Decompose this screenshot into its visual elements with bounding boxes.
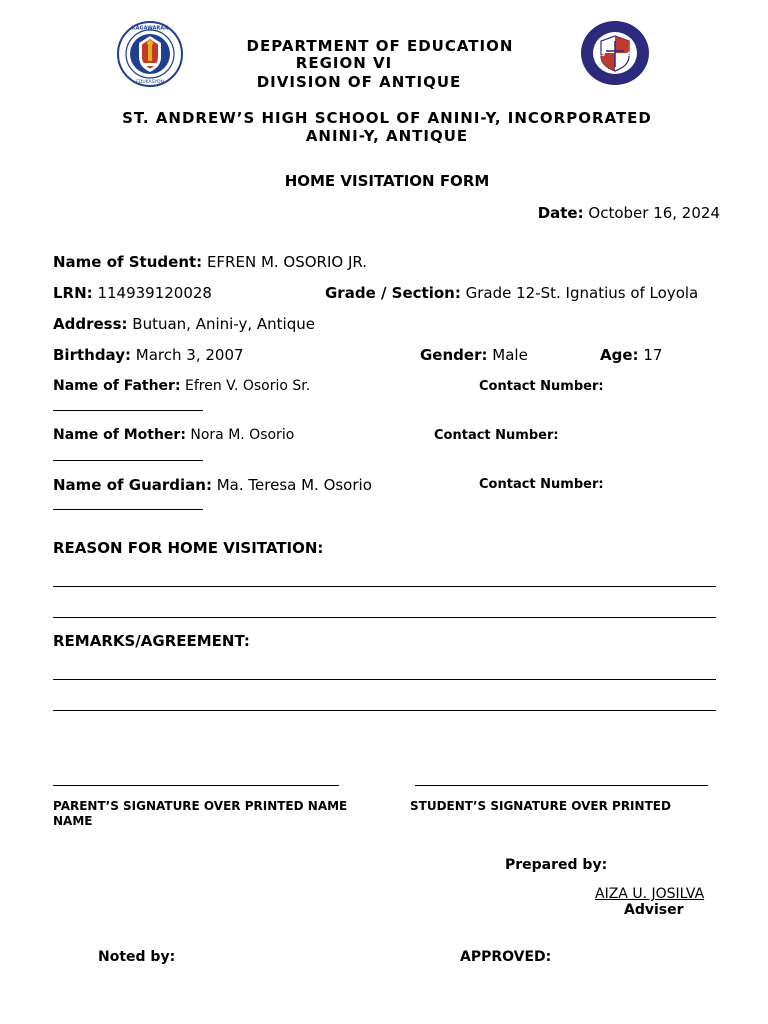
parent-signature-line [53,785,339,786]
date-value: October 16, 2024 [588,204,720,222]
gender-row [420,346,528,364]
school-location: ANINI-Y, ANTIQUE [305,127,469,145]
remarks-line-1 [53,679,716,680]
guardian-contact-line [53,509,203,510]
father-contact-label: Contact Number: [479,379,604,394]
mother-value: Nora M. Osorio [190,427,295,443]
lrn-value: 114939120028 [97,284,212,302]
address-value: Butuan, Anini-y, Antique [132,315,315,333]
remarks-line-2 [53,710,716,711]
approved-label: APPROVED: [460,949,552,965]
header-division: DIVISION OF ANTIQUE [256,73,462,91]
age-value: 17 [643,346,663,364]
student-signature-caption: STUDENT’S SIGNATURE OVER PRINTED [410,799,671,813]
guardian-contact-label: Contact Number: [479,477,604,492]
header-region: REGION VI [295,54,393,72]
date-label: Date: [537,204,584,222]
header-department: DEPARTMENT OF EDUCATION [246,37,514,55]
noted-by-label: Noted by: [98,949,176,965]
parent-signature-caption: PARENT’S SIGNATURE OVER PRINTED NAME [53,799,348,813]
student-name-value: EFREN M. OSORIO JR. [206,253,368,271]
gender-value: Male [492,346,528,364]
address-label: Address: [53,315,128,333]
prepared-by-label: Prepared by: [505,857,608,873]
svg-text:64: 64 [627,51,636,58]
remarks-heading: REMARKS/AGREEMENT: [53,632,250,650]
birthday-value: March 3, 2007 [135,346,244,364]
age-row [600,346,662,364]
lrn-row [53,284,212,302]
school-name: ST. ANDREW’S HIGH SCHOOL OF ANINI-Y, INCORPORATED [122,109,652,127]
gender-label: Gender: [420,346,488,364]
mother-label: Name of Mother: [53,427,186,443]
svg-text:19: 19 [597,51,606,58]
birthday-label: Birthday: [53,346,131,364]
grade-section-label: Grade / Section: [325,284,461,302]
reason-heading: REASON FOR HOME VISITATION: [53,539,324,557]
school-seal-logo [580,20,650,86]
reason-line-1 [53,586,716,587]
parent-signature-caption-2: NAME [53,814,93,828]
adviser-title: Adviser [624,902,684,918]
date-row [538,204,720,222]
deped-seal-logo [117,21,183,87]
address-row [53,315,315,333]
father-label: Name of Father: [53,378,181,394]
father-value: Efren V. Osorio Sr. [185,378,311,394]
mother-row [53,427,294,443]
father-row [53,378,310,394]
adviser-name: AIZA U. JOSILVA [595,886,705,902]
guardian-row [53,476,372,494]
student-name-label: Name of Student: [53,253,203,271]
mother-contact-label: Contact Number: [434,428,559,443]
birthday-row [53,346,244,364]
grade-section-row [325,284,698,302]
father-contact-line [53,410,203,411]
grade-section-value: Grade 12-St. Ignatius of Loyola [465,284,699,302]
lrn-label: LRN: [53,284,93,302]
mother-contact-line [53,460,203,461]
student-signature-line [415,785,708,786]
reason-line-2 [53,617,716,618]
form-title: HOME VISITATION FORM [284,172,490,190]
svg-text:EDUKASYON: EDUKASYON [136,80,164,85]
guardian-label: Name of Guardian: [53,476,212,494]
svg-text:KAGAWARAN: KAGAWARAN [131,25,169,32]
student-name-row [53,253,367,271]
guardian-value: Ma. Teresa M. Osorio [216,476,372,494]
age-label: Age: [600,346,639,364]
